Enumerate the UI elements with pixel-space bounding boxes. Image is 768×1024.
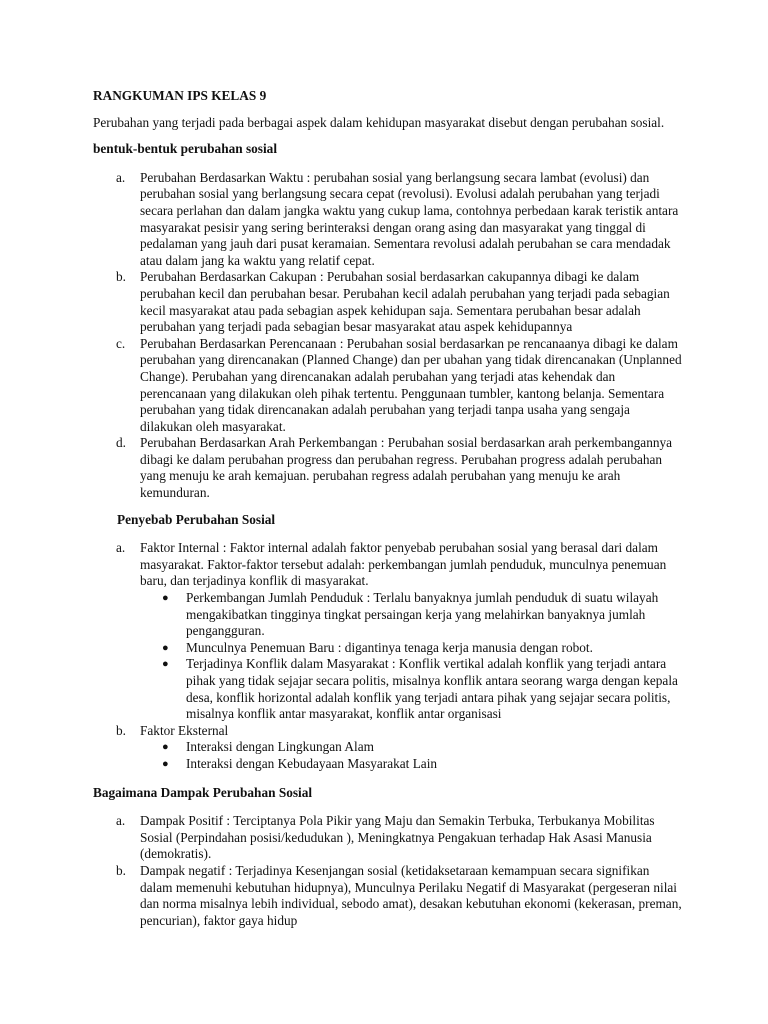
- bullet-list: [140, 590, 683, 723]
- bullet-icon: ●: [162, 592, 169, 605]
- bullet-text: Munculnya Penemuan Baru : digantinya tenaga kerja manusia dengan robot.: [186, 639, 593, 655]
- bullet-text: Perkembangan Jumlah Penduduk : Terlalu banyaknya jumlah penduduk di suatu wilayah mengakibatkan tingginya tingkat persaingan kerja yang melahirkan banyaknya jumlah pengangguran.: [186, 590, 659, 639]
- section-heading-penyebab: Penyebab Perubahan Sosial: [117, 511, 276, 527]
- list-item-text: Faktor Internal : Faktor internal adalah faktor penyebab perubahan sosial yang berasal dari dalam masyarakat. Faktor-faktor tersebut adalah: perkembangan jumlah penduduk, munculnya penemuan baru, dan terjadinya konflik di masyarakat.: [140, 540, 667, 589]
- section-heading-dampak: Bagaimana Dampak Perubahan Sosial: [93, 784, 313, 800]
- bullet-item: [140, 756, 683, 773]
- document-title: RANGKUMAN IPS KELAS 9: [93, 88, 267, 103]
- bullet-text: Terjadinya Konflik dalam Masyarakat : Konflik vertikal adalah konflik yang terjadi antara pihak yang tidak sejajar secara politis, misalnya konflik antara seorang warga dengan kepala desa, konflik horizontal adalah konflik yang terjadi antara pihak yang sejajar secara politis, misalnya konflik antar masyarakat, konflik antar organisasi: [186, 656, 678, 722]
- list-item-text: Perubahan Berdasarkan Waktu : perubahan sosial yang berlangsung secara lambat (evolusi) dan perubahan sosial yang berlangsung secara cepat (revolusi). Evolusi adalah perubahan yang terjadi secara perlahan dan dalam jangka waktu yang cukup lama, contohnya perbedaan karak teristik antara masyarakat pesisir yang sering berinteraksi dengan orang asing dan masyarakat yang tinggal di pedalaman yang jauh dari pusat keramaian. Sementara revolusi adalah perubahan se cara mendadak atau dalam jang ka waktu yang relatif cepat.: [140, 169, 679, 268]
- list-item: [93, 336, 683, 436]
- bullet-icon: ●: [162, 658, 169, 671]
- list-item: [93, 170, 683, 270]
- list-marker: a.: [116, 540, 126, 556]
- list-item-text: Dampak Positif : Terciptanya Pola Pikir yang Maju dan Semakin Terbuka, Terbukanya Mobilitas Sosial (Perpindahan posisi/kedudukan ), Meningkatnya Pengakuan terhadap Hak Asasi Manusia (demokratis).: [140, 813, 655, 862]
- list-item: [93, 269, 683, 335]
- bullet-item: [140, 656, 683, 722]
- bullet-text: Interaksi dengan Kebudayaan Masyarakat Lain: [186, 755, 438, 771]
- list-marker: a.: [116, 813, 126, 829]
- list-marker: b.: [116, 862, 126, 878]
- bentuk-list: [93, 170, 683, 502]
- list-item-text: Perubahan Berdasarkan Cakupan : Perubahan sosial berdasarkan cakupannya dibagi ke dalam perubahan kecil dan perubahan besar. Perubahan kecil adalah perubahan yang terjadi pada sebagian kecil masyarakat atau pada sebagian aspek kehidupan saja. Sementara perubahan besar adalah perubahan yang terjadi pada sebagian besar masyarakat atau aspek kehidupannya: [140, 269, 670, 335]
- bullet-item: [140, 590, 683, 640]
- list-item: [93, 723, 683, 773]
- list-item: [93, 863, 683, 929]
- list-item-text: Faktor Eksternal: [140, 722, 229, 738]
- bullet-item: [140, 640, 683, 657]
- intro-paragraph: Perubahan yang terjadi pada berbagai aspek dalam kehidupan masyarakat disebut dengan perubahan sosial.: [93, 114, 665, 130]
- list-item: [93, 813, 683, 863]
- list-item: [93, 540, 683, 723]
- list-marker: c.: [116, 335, 126, 351]
- bullet-text: Interaksi dengan Lingkungan Alam: [186, 739, 374, 755]
- bullet-icon: ●: [162, 741, 169, 754]
- list-marker: a.: [116, 169, 126, 185]
- list-marker: d.: [116, 435, 126, 451]
- list-item-text: Perubahan Berdasarkan Arah Perkembangan : Perubahan sosial berdasarkan arah perkembangannya dibagi ke dalam perubahan progress dan perubahan regress. Perubahan progress adalah perubahan yang menuju ke arah kemajuan. perubahan regress adalah perubahan yang menuju ke arah kemunduran.: [140, 435, 673, 501]
- bullet-list: [140, 739, 683, 772]
- document-page: [93, 88, 683, 937]
- bullet-icon: ●: [162, 757, 169, 770]
- bullet-item: [140, 739, 683, 756]
- list-marker: b.: [116, 269, 126, 285]
- bullet-icon: ●: [162, 641, 169, 654]
- list-item: [93, 435, 683, 501]
- penyebab-list: [93, 540, 683, 772]
- list-marker: b.: [116, 722, 126, 738]
- list-item-text: Perubahan Berdasarkan Perencanaan : Perubahan sosial berdasarkan pe rencanaanya dibagi ke dalam perubahan yang direncanakan (Planned Change) dan per ubahan yang tidak direncanakan (Unplanned Change). Perubahan yang direncanakan adalah perubahan yang terjadi atas kehendak dan perencanaan yang dilakukan oleh pihak tertentu. Penggunaan tumbler, kantong belanja. Sementara perubahan yang tidak direncanakan adalah perubahan yang terjadi tanpa usaha yang sengaja dilakukan oleh masyarakat.: [140, 335, 682, 434]
- list-item-text: Dampak negatif : Terjadinya Kesenjangan sosial (ketidaksetaraan kemampuan secara signifikan dalam memenuhi kebutuhan hidupnya), Munculnya Perilaku Negatif di Masyarakat (pergeseran nilai dan norma misalnya lebih individual, sebodo amat), desakan kebutuhan ekonomi (kekerasan, preman, pencurian), faktor gaya hidup: [140, 862, 682, 928]
- dampak-list: [93, 813, 683, 929]
- section-heading-bentuk: bentuk-bentuk perubahan sosial: [93, 141, 278, 157]
